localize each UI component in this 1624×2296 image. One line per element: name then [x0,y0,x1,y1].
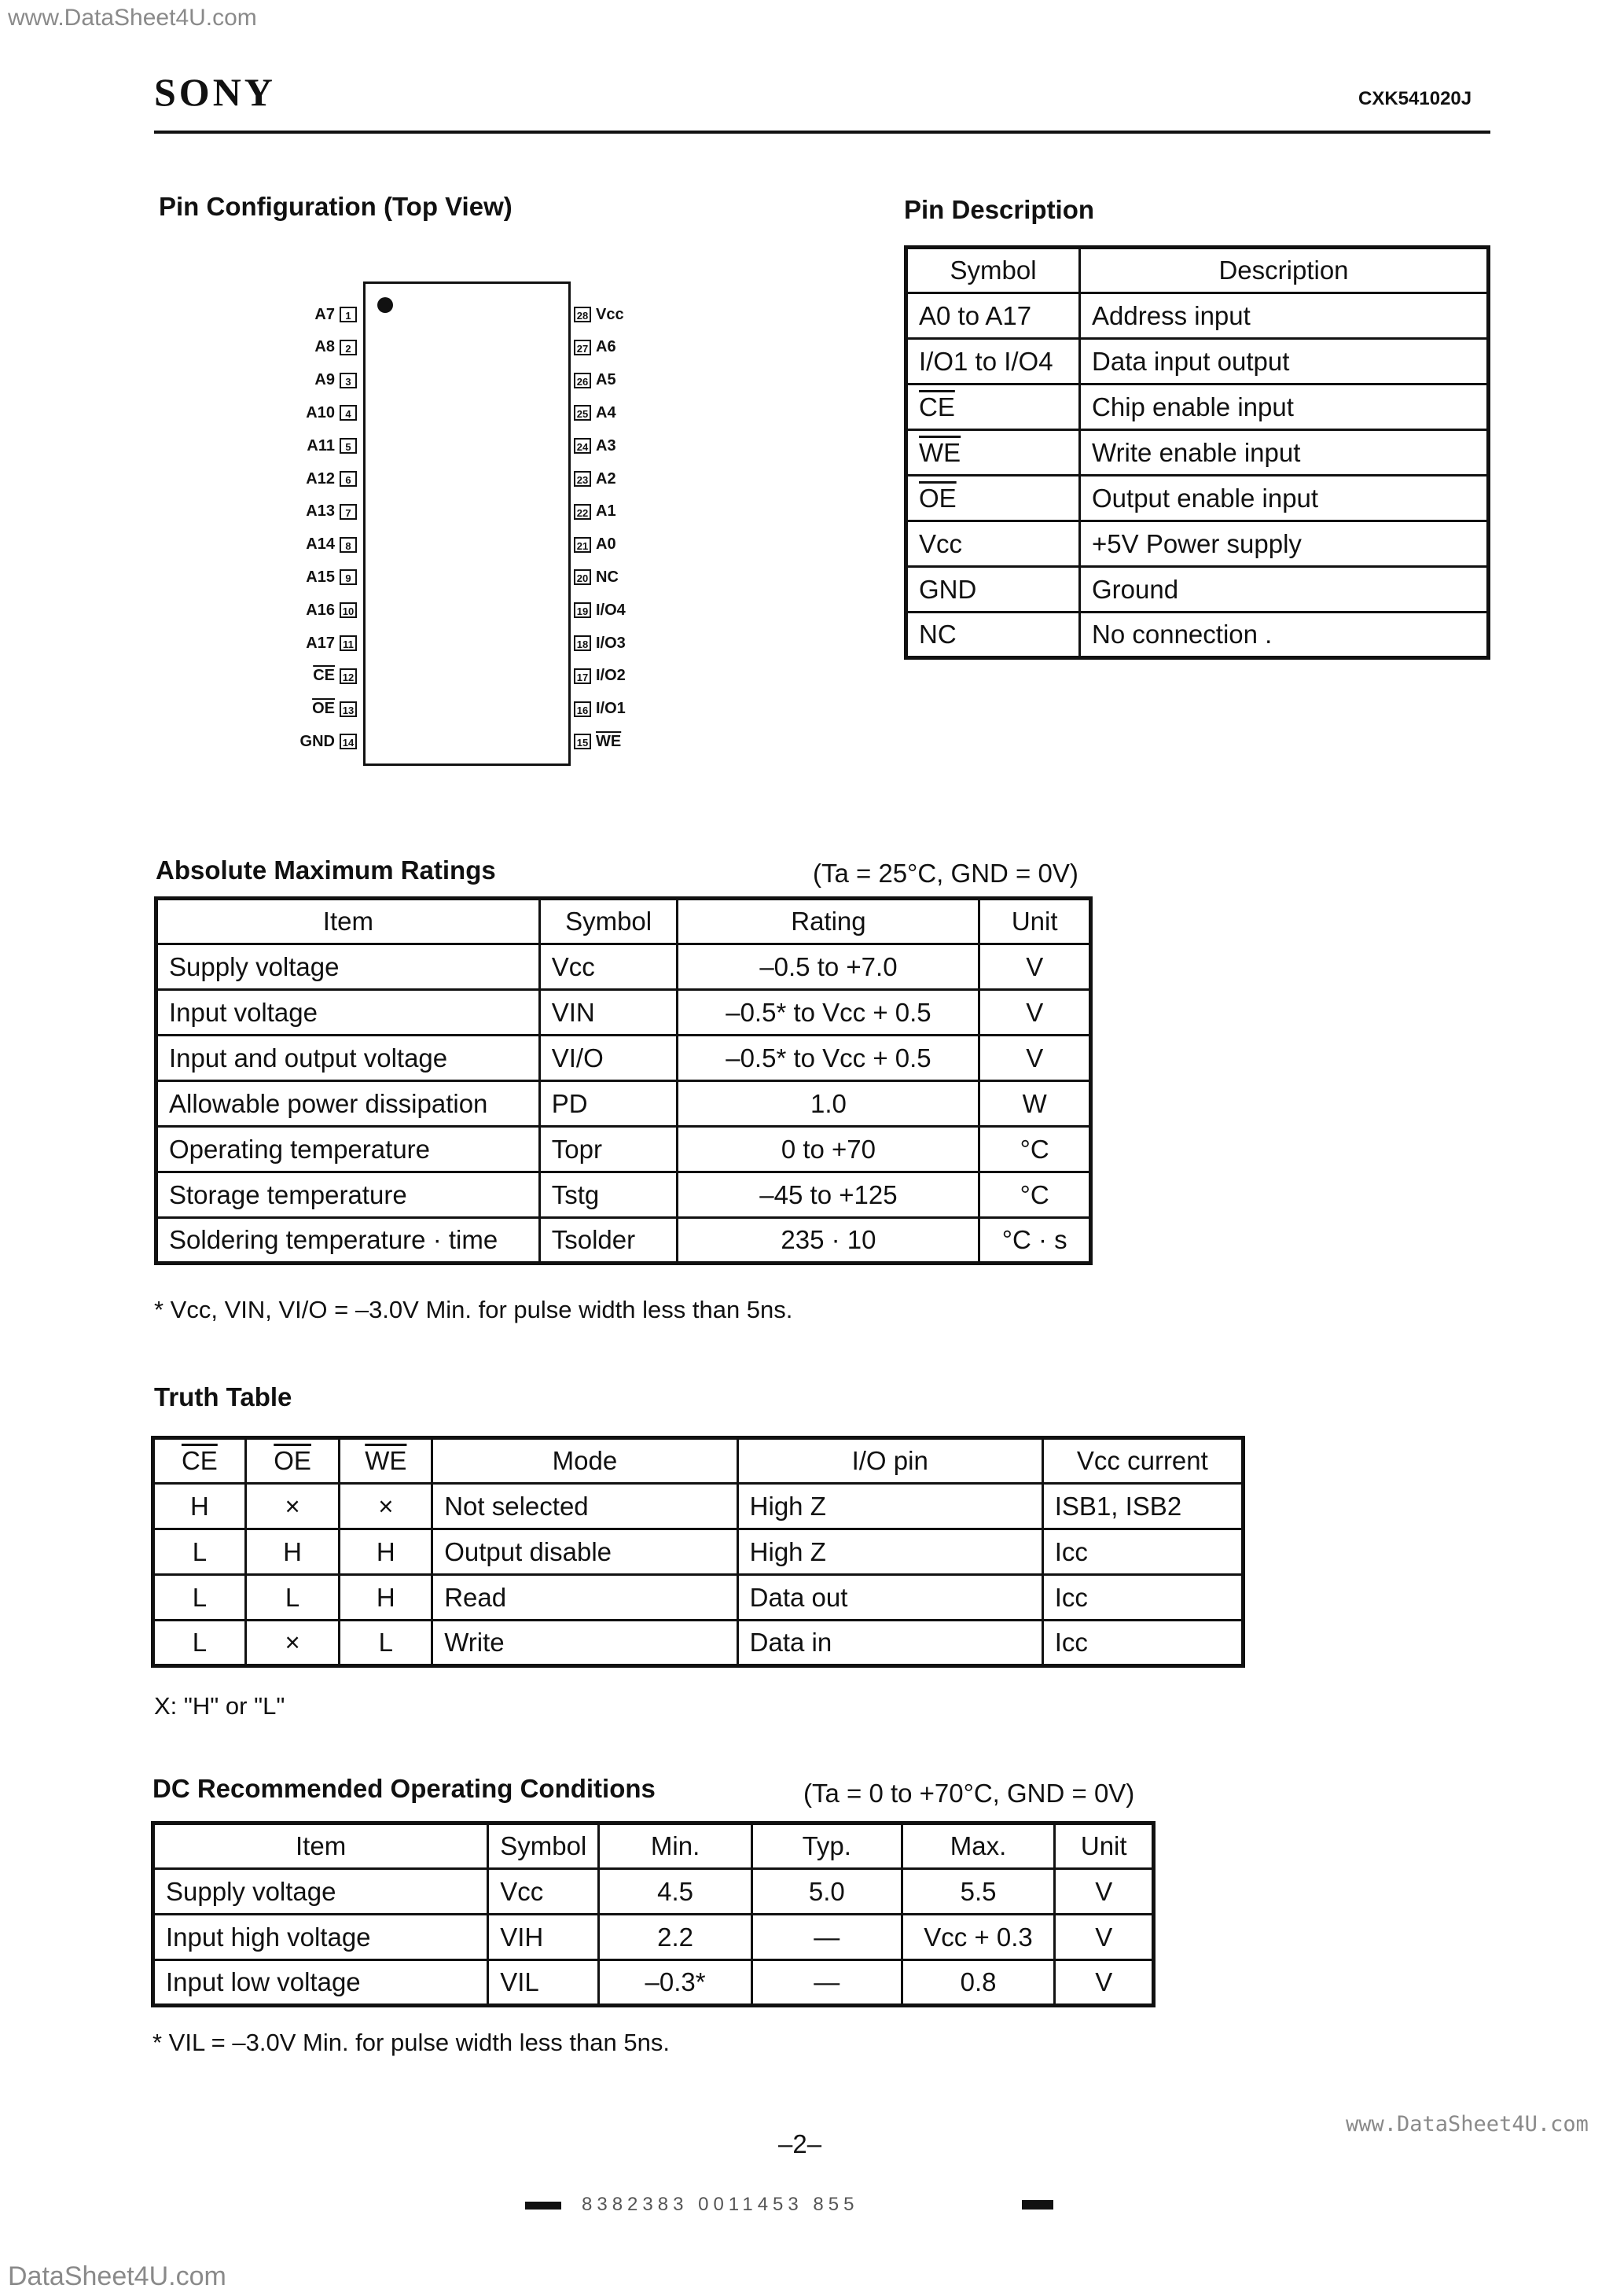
table-cell: 5.5 [902,1869,1055,1915]
pin-left [157,435,362,457]
pin-name: A2 [596,469,616,488]
pin-left [157,665,362,687]
pin-config-title: Pin Configuration (Top View) [159,192,513,221]
table-cell: V [979,1036,1091,1081]
col-header-label: $\overline{OE}$ [274,1446,311,1475]
pin-name: A17 [306,634,335,652]
table-cell: Supply voltage [153,1869,488,1915]
table-cell: 0.8 [902,1960,1055,2006]
pin-name: I/O1 [596,700,626,718]
table-cell: L [153,1575,246,1621]
table-cell: No connection . [1080,613,1489,658]
table-cell: +5V Power supply [1080,521,1489,567]
footer-bar-left [525,2202,561,2210]
table-cell: Vcc [539,944,678,990]
pin-left [157,599,362,621]
table-cell: Read [432,1575,737,1621]
col-header [153,1438,246,1484]
pin-number: 6 [340,471,357,487]
table-cell: High Z [737,1529,1042,1575]
pin-right [569,632,626,654]
table-cell: VIL [488,1960,599,2006]
pin-number: 9 [340,569,357,585]
col-header [245,1438,340,1484]
col-header-symbol: Symbol [488,1823,599,1869]
table-cell: Tstg [539,1172,678,1218]
table-cell: V [1055,1915,1154,1960]
table-cell: –0.3* [599,1960,752,2006]
table-row [156,1081,1091,1127]
pin-number: 1 [340,307,357,322]
pin-number: 23 [574,471,591,487]
header-rule [154,131,1490,134]
col-header-symbol: Symbol [906,248,1080,293]
pin-left [157,304,362,326]
table-row [156,990,1091,1036]
pin-left [157,566,362,588]
table-cell: °C [979,1127,1091,1172]
pin-left [157,468,362,490]
col-header [432,1438,737,1484]
pin-name: A14 [306,535,335,554]
pin-left [157,534,362,556]
table-cell: Input voltage [156,990,540,1036]
abs-max-table [154,896,1093,1265]
table-cell: 5.0 [751,1869,902,1915]
table-cell: –0.5 to +7.0 [678,944,979,990]
table-row [153,1484,1244,1529]
pin-right [569,665,626,687]
table-cell: Not selected [432,1484,737,1529]
pin-number: 12 [340,668,357,684]
table-cell: × [245,1484,340,1529]
table-cell: H [153,1484,246,1529]
sony-logo: SONY [154,70,276,114]
pin-name: A12 [306,469,335,488]
part-number: CXK541020J [1358,88,1472,109]
table-cell: Storage temperature [156,1172,540,1218]
table-cell: × [340,1484,432,1529]
pin-name: A16 [306,601,335,619]
table-cell: L [153,1621,246,1666]
table-row [153,1621,1244,1666]
pin-right [569,698,626,720]
pin-number: 4 [340,405,357,421]
table-cell: V [979,944,1091,990]
pin-number: 13 [340,701,357,717]
table-row [906,339,1489,385]
pin-number: 26 [574,373,591,388]
col-header [1042,1438,1243,1484]
pin-name: A11 [307,436,335,454]
pin-right [569,304,624,326]
pin-name: A8 [314,338,335,356]
table-cell: I/O1 to I/O4 [906,339,1080,385]
table-cell: Input low voltage [153,1960,488,2006]
table-cell [906,476,1080,521]
table-cell: — [751,1960,902,2006]
pin1-dot-icon [377,297,393,313]
pin-number: 14 [340,734,357,749]
col-header-label: $\overline{WE}$ [365,1446,407,1475]
table-cell: × [245,1621,340,1666]
pin-name: I/O4 [596,601,626,619]
dc-conditions-conditions: (Ta = 0 to +70°C, GND = 0V) [803,1779,1135,1808]
pin-description-title: Pin Description [904,195,1095,224]
col-header-unit: Unit [979,899,1091,944]
symbol-text: $\overline{OE}$ [919,483,957,513]
footer-bar-right [1022,2200,1053,2210]
table-row [156,1036,1091,1081]
pin-number: 8 [340,537,357,553]
table-cell: Output disable [432,1529,737,1575]
table-cell: Supply voltage [156,944,540,990]
pin-number: 18 [574,635,591,651]
pin-right [569,402,616,424]
table-cell: Data in [737,1621,1042,1666]
pin-name: A3 [596,436,616,454]
symbol-text: $\overline{WE}$ [919,437,961,467]
pin-left [157,402,362,424]
pin-right [569,337,616,359]
col-header [737,1438,1042,1484]
table-cell: Icc [1042,1575,1243,1621]
table-cell: Topr [539,1127,678,1172]
pin-right [569,599,626,621]
table-cell: –0.5* to Vcc + 0.5 [678,1036,979,1081]
table-row [906,430,1489,476]
table-cell: Chip enable input [1080,385,1489,430]
pin-number: 5 [340,438,357,454]
table-cell: 1.0 [678,1081,979,1127]
table-cell: VIH [488,1915,599,1960]
abs-max-title: Absolute Maximum Ratings [156,855,496,885]
pin-right [569,730,621,752]
table-cell: Vcc + 0.3 [902,1915,1055,1960]
truth-table [151,1436,1245,1668]
table-cell: –0.5* to Vcc + 0.5 [678,990,979,1036]
col-header [340,1438,432,1484]
pin-name: A7 [314,305,335,323]
pin-number: 21 [574,537,591,553]
col-header-label: I/O pin [851,1446,928,1475]
pin-right [569,566,619,588]
table-row [906,293,1489,339]
col-header-unit: Unit [1055,1823,1154,1869]
table-cell: GND [906,567,1080,613]
col-header-label: Vcc current [1076,1446,1208,1475]
pin-name: A10 [306,403,335,421]
table-cell: V [979,990,1091,1036]
pin-right [569,435,616,457]
table-cell: Address input [1080,293,1489,339]
pin-left [157,698,362,720]
col-header-max: Max. [902,1823,1055,1869]
table-cell [906,430,1080,476]
table-row [906,521,1489,567]
table-cell: Allowable power dissipation [156,1081,540,1127]
table-cell: — [751,1915,902,1960]
pin-name: $\overline{CE}$ [313,667,335,685]
col-header-rating: Rating [678,899,979,944]
table-cell: A0 to A17 [906,293,1080,339]
col-header-description: Description [1080,248,1489,293]
pin-right [569,370,616,392]
table-cell: °C · s [979,1218,1091,1264]
table-cell: VI/O [539,1036,678,1081]
watermark-top[interactable]: www.DataSheet4U.com [8,5,257,31]
table-cell: Icc [1042,1621,1243,1666]
pin-name: A9 [314,371,335,389]
table-cell: Vcc [488,1869,599,1915]
table-row [906,385,1489,430]
dc-conditions-table [151,1821,1156,2007]
table-row [156,944,1091,990]
pin-number: 10 [340,602,357,618]
pin-number: 11 [340,635,357,651]
table-cell: ISB1, ISB2 [1042,1484,1243,1529]
table-cell: Tsolder [539,1218,678,1264]
table-cell: Icc [1042,1529,1243,1575]
dc-conditions-title: DC Recommended Operating Conditions [152,1774,656,1803]
table-row [156,1218,1091,1264]
pin-number: 22 [574,504,591,520]
pin-name: A1 [596,502,616,521]
pin-name: A0 [596,535,616,554]
watermark-bottom-left[interactable]: DataSheet4U.com [8,2261,226,2291]
table-row [906,567,1489,613]
table-cell: Soldering temperature · time [156,1218,540,1264]
pin-left [157,632,362,654]
table-row [906,613,1489,658]
pin-name: NC [596,568,619,586]
table-cell: L [153,1529,246,1575]
table-cell: V [1055,1869,1154,1915]
pin-number: 16 [574,701,591,717]
table-row [153,1915,1154,1960]
table-cell: NC [906,613,1080,658]
pin-number: 25 [574,405,591,421]
table-cell: W [979,1081,1091,1127]
pin-left [157,337,362,359]
table-cell: H [340,1575,432,1621]
table-cell: V [1055,1960,1154,2006]
table-cell: °C [979,1172,1091,1218]
table-cell: PD [539,1081,678,1127]
pin-name: A15 [306,568,335,586]
table-row [156,1127,1091,1172]
table-cell: 235 · 10 [678,1218,979,1264]
pin-right [569,534,616,556]
table-row [906,476,1489,521]
pin-name: A5 [596,371,616,389]
table-cell: 0 to +70 [678,1127,979,1172]
col-header-item: Item [153,1823,488,1869]
pin-name: Vcc [596,305,624,323]
pin-name: I/O3 [596,634,626,652]
page-number: –2– [778,2129,822,2158]
table-row [156,1172,1091,1218]
pin-left [157,730,362,752]
abs-max-conditions: (Ta = 25°C, GND = 0V) [813,859,1078,888]
abs-max-note: * Vcc, VIN, VI/O = –3.0V Min. for pulse width less than 5ns. [154,1296,793,1323]
dc-conditions-note: * VIL = –3.0V Min. for pulse width less than 5ns. [152,2029,670,2056]
table-cell: –45 to +125 [678,1172,979,1218]
symbol-text: $\overline{CE}$ [919,392,955,421]
pin-name: GND [299,732,335,750]
table-cell [906,385,1080,430]
table-row [153,1960,1154,2006]
pin-right [569,468,616,490]
pin-number: 17 [574,668,591,684]
table-row [153,1529,1244,1575]
table-cell: 2.2 [599,1915,752,1960]
pin-left [157,501,362,523]
table-cell: Input and output voltage [156,1036,540,1081]
pin-description-table [904,245,1490,660]
table-row [153,1869,1154,1915]
pin-name: A4 [596,403,616,421]
pin-name: A13 [306,502,335,521]
table-cell: Data input output [1080,339,1489,385]
table-cell: Operating temperature [156,1127,540,1172]
table-cell: Write [432,1621,737,1666]
pin-number: 27 [574,340,591,355]
table-cell: Data out [737,1575,1042,1621]
pin-number: 28 [574,307,591,322]
pin-number: 20 [574,569,591,585]
pin-name: $\overline{WE}$ [596,732,622,750]
table-cell: Vcc [906,521,1080,567]
table-cell: L [340,1621,432,1666]
col-header-item: Item [156,899,540,944]
table-cell: 4.5 [599,1869,752,1915]
pin-right [569,501,616,523]
col-header-label: $\overline{CE}$ [181,1446,218,1475]
col-header-typ: Typ. [751,1823,902,1869]
table-cell: H [245,1529,340,1575]
pin-number: 3 [340,373,357,388]
table-row [153,1575,1244,1621]
table-cell: Ground [1080,567,1489,613]
table-cell: Write enable input [1080,430,1489,476]
col-header-min: Min. [599,1823,752,1869]
pin-number: 7 [340,504,357,520]
footer-code: 8382383 0011453 855 [582,2194,859,2215]
pin-name: I/O2 [596,667,626,685]
table-cell: Output enable input [1080,476,1489,521]
table-cell: VIN [539,990,678,1036]
table-cell: Input high voltage [153,1915,488,1960]
chip-outline [363,281,571,766]
table-cell: L [245,1575,340,1621]
pin-number: 24 [574,438,591,454]
table-cell: H [340,1529,432,1575]
truth-table-note: X: "H" or "L" [154,1692,285,1720]
pin-name: A6 [596,338,616,356]
col-header-label: Mode [552,1446,618,1475]
pin-number: 15 [574,734,591,749]
pin-name: $\overline{OE}$ [312,700,335,718]
pin-left [157,370,362,392]
pin-number: 19 [574,602,591,618]
table-cell: High Z [737,1484,1042,1529]
truth-table-title: Truth Table [154,1382,292,1411]
watermark-bottom-right[interactable]: www.DataSheet4U.com [1346,2112,1589,2136]
pin-number: 2 [340,340,357,355]
col-header-symbol: Symbol [539,899,678,944]
